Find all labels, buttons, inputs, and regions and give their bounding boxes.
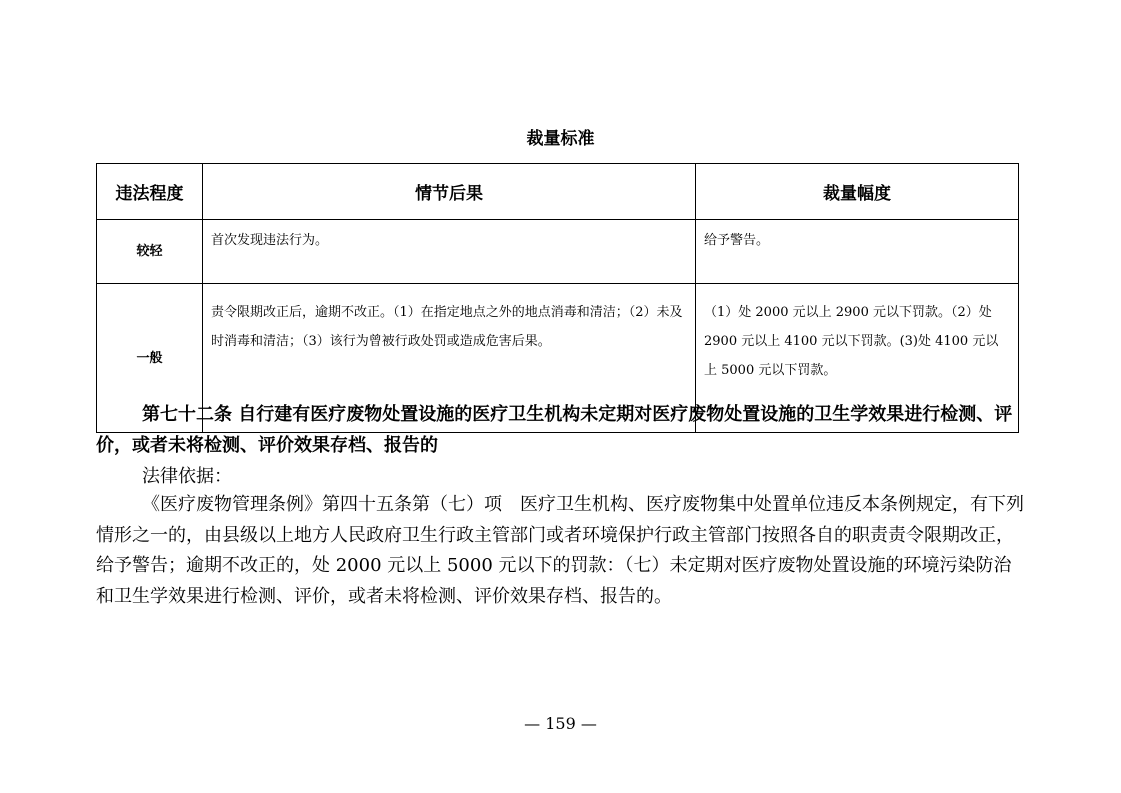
violation-level: 一般 (97, 284, 203, 433)
article-heading: 第七十二条 自行建有医疗废物处置设施的医疗卫生机构未定期对医疗废物处置设施的卫生学效果进行检测、评价，或者未将检测、评价效果存档、报告的 (96, 404, 1013, 456)
penalty-range-text: 给予警告。 (696, 220, 1019, 284)
table-header-row (97, 164, 1019, 220)
header-discretion-range: 裁量幅度 (696, 164, 1019, 220)
table-row (97, 220, 1019, 284)
discretion-standard-table (96, 163, 1019, 433)
legal-basis-label: 法律依据： (142, 466, 232, 487)
page-number: — 159 — (524, 714, 597, 733)
penalty-range-text: （1）处 2000 元以上 2900 元以下罚款。（2）处 2900 元以上 4100 元以下罚款。(3)处 4100 元以上 5000 元以下罚款。 (696, 284, 1019, 433)
circumstance-text: 责令限期改正后，逾期不改正。（1）在指定地点之外的地点消毒和清洁；（2）未及时消毒和清洁；（3）该行为曾被行政处罚或造成危害后果。 (203, 284, 696, 433)
legal-text: 《医疗废物管理条例》第四十五条第（七）项 医疗卫生机构、医疗废物集中处置单位违反本条例规定，有下列情形之一的，由县级以上地方人民政府卫生行政主管部门或者环境保护行政主管部门按照各自的职责责令限期改正，给予警告；逾期不改正的，处 2000 元以上 5000 元以下的罚款：（七）未定期对医疗废物处置设施的环境污染防治和卫生学效果进行检测、评价，或者未将检测、评价效果存档、报告的。 (96, 494, 1024, 607)
circumstance-text: 首次发现违法行为。 (203, 220, 696, 284)
header-violation-degree: 违法程度 (97, 164, 203, 220)
table-title: 裁量标准 (526, 129, 595, 149)
violation-level: 较轻 (97, 220, 203, 284)
header-circumstances: 情节后果 (203, 164, 696, 220)
